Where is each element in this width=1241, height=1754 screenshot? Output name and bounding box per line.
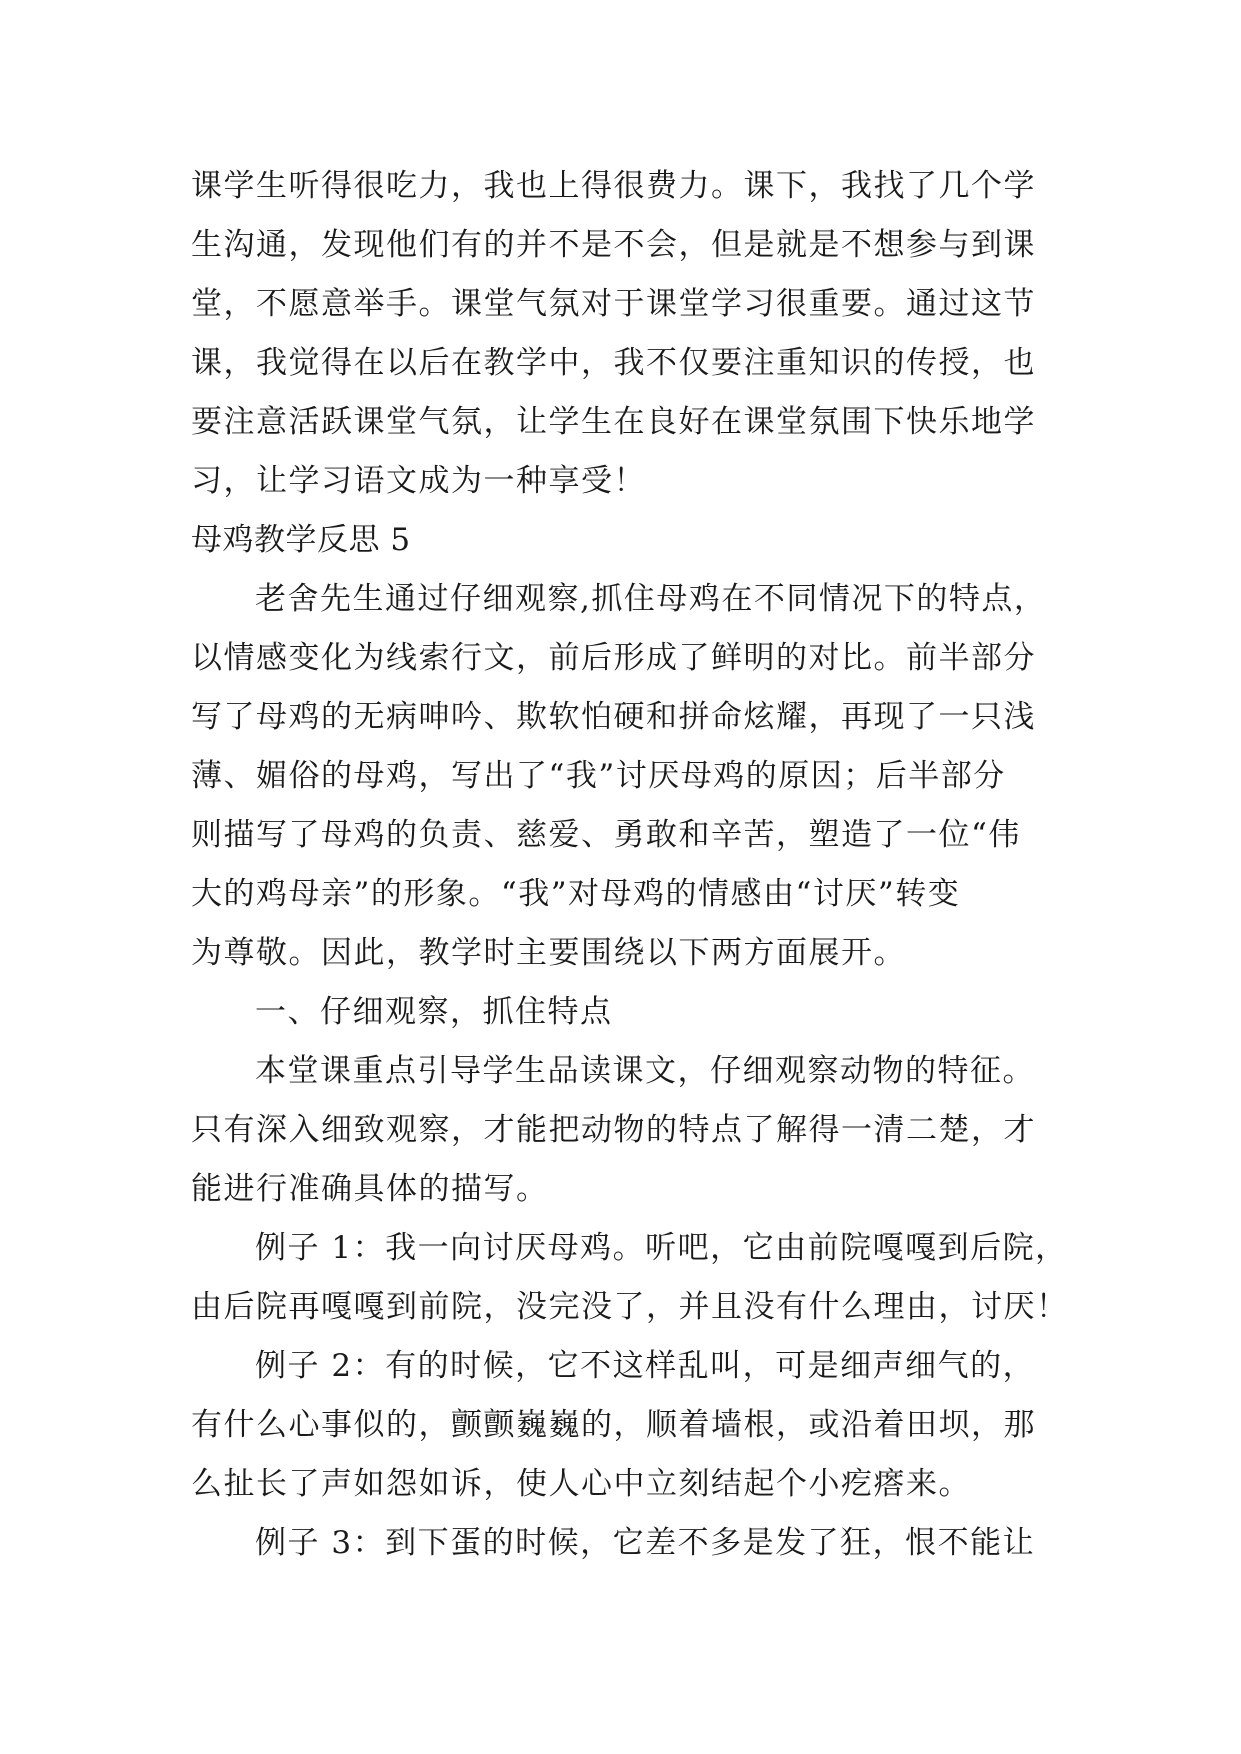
text-line: 薄、媚俗的母鸡，写出了“我”讨厌母鸡的原因；后半部分	[191, 758, 1006, 794]
section-heading: 母鸡教学反思 5	[191, 522, 411, 558]
text-line: 生沟通，发现他们有的并不是不会，但是就是不想参与到课	[191, 227, 1036, 263]
text-line: 能进行准确具体的描写。	[191, 1171, 549, 1207]
text-line: 则描写了母鸡的负责、慈爱、勇敢和辛苦，塑造了一位“伟	[191, 817, 1021, 853]
text-line: 老舍先生通过仔细观察,抓住母鸡在不同情况下的特点，	[255, 581, 1047, 617]
text-line: 以情感变化为线索行文，前后形成了鲜明的对比。前半部分	[191, 640, 1036, 676]
text-line: 堂，不愿意举手。课堂气氛对于课堂学习很重要。通过这节	[191, 286, 1036, 322]
text-line: 要注意活跃课堂气氛，让学生在良好在课堂氛围下快乐地学	[191, 404, 1036, 440]
text-line: 例子 3：到下蛋的时候，它差不多是发了狂，恨不能让	[255, 1525, 1036, 1561]
text-line: 由后院再嘎嘎到前院，没完没了，并且没有什么理由，讨厌！	[191, 1289, 1069, 1325]
text-line: 一、仔细观察，抓住特点	[255, 994, 613, 1030]
document-body	[191, 157, 1071, 1573]
text-line: 为尊敬。因此，教学时主要围绕以下两方面展开。	[191, 935, 906, 971]
text-line: 有什么心事似的，颤颤巍巍的，顺着墙根，或沿着田坝，那	[191, 1407, 1036, 1443]
text-line: 习，让学习语文成为一种享受！	[191, 463, 646, 499]
text-line: 课，我觉得在以后在教学中，我不仅要注重知识的传授，也	[191, 345, 1036, 381]
text-line: 只有深入细致观察，才能把动物的特点了解得一清二楚，才	[191, 1112, 1036, 1148]
text-line: 例子 2：有的时候，它不这样乱叫，可是细声细气的，	[255, 1348, 1036, 1384]
text-line: 本堂课重点引导学生品读课文，仔细观察动物的特征。	[255, 1053, 1035, 1089]
text-line: 课学生听得很吃力，我也上得很费力。课下，我找了几个学	[191, 168, 1036, 204]
text-line: 么扯长了声如怨如诉，使人心中立刻结起个小疙瘩来。	[191, 1466, 971, 1502]
text-line: 写了母鸡的无病呻吟、欺软怕硬和拼命炫耀，再现了一只浅	[191, 699, 1036, 735]
text-line: 例子 1：我一向讨厌母鸡。听吧，它由前院嘎嘎到后院，	[255, 1230, 1068, 1266]
text-line: 大的鸡母亲”的形象。“我”对母鸡的情感由“讨厌”转变	[191, 876, 961, 912]
